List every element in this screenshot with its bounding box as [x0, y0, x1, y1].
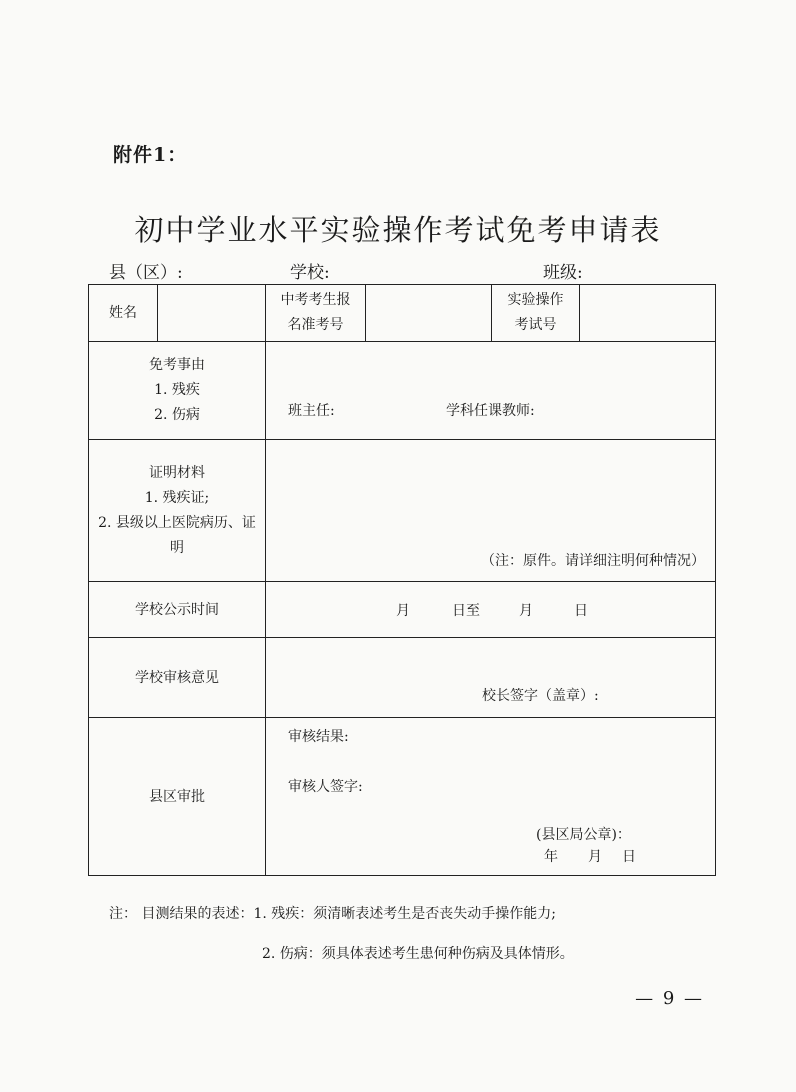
proof-materials-item-medical-record-cont: 明 — [170, 539, 184, 556]
homeroom-teacher-label: 班主任: — [288, 403, 335, 419]
row-school-review — [89, 638, 716, 718]
review-result-label: 审核结果: — [288, 729, 349, 745]
exam-number-label-line1: 中考考生报 — [280, 292, 351, 308]
page-number: — 9 — — [635, 988, 704, 1009]
row-county-approval — [89, 718, 716, 876]
exam-number-value-cell[interactable] — [366, 285, 492, 342]
school-review-content[interactable] — [266, 638, 716, 718]
exemption-reason-item-injury: 2. 伤病 — [154, 407, 200, 423]
class-field-label: 班级: — [543, 263, 583, 283]
row-student-info — [89, 285, 716, 342]
publicity-month-start: 月 — [396, 603, 410, 619]
attachment-label: 附件1： — [113, 144, 188, 166]
exemption-reason-item-disability: 1. 残疾 — [154, 382, 200, 398]
exemption-reason-title: 免考事由 — [149, 357, 205, 373]
principal-signature-label: 校长签字（盖章）: — [482, 688, 599, 704]
page-title: 初中学业水平实验操作考试免考申请表 — [134, 213, 662, 247]
publicity-month-end: 月 — [519, 603, 533, 619]
footnote-line-2: 2. 伤病：须具体表述考生患何种伤病及具体情形。 — [262, 946, 574, 962]
publicity-time-label: 学校公示时间 — [89, 582, 266, 638]
exam-number-label — [266, 285, 366, 342]
subject-teacher-label: 学科任课教师: — [446, 403, 535, 419]
approval-day-label: 日 — [622, 849, 636, 865]
proof-materials-label — [89, 440, 266, 582]
proof-materials-item-medical-record: 2. 县级以上医院病历、证 — [98, 514, 256, 531]
row-exemption-reason — [89, 342, 716, 440]
name-value-cell[interactable] — [158, 285, 266, 342]
application-form-table — [88, 284, 716, 876]
lab-exam-number-label-line1: 实验操作 — [507, 292, 564, 308]
lab-exam-number-label — [492, 285, 580, 342]
county-field-label: 县（区）: — [109, 263, 183, 283]
approval-year-label: 年 — [544, 849, 558, 865]
name-label: 姓名 — [89, 285, 158, 342]
school-field-label: 学校: — [290, 263, 330, 283]
publicity-day-start: 日至 — [452, 603, 480, 619]
school-review-label: 学校审核意见 — [89, 638, 266, 718]
row-publicity-time — [89, 582, 716, 638]
approval-month-label: 月 — [588, 849, 602, 865]
proof-materials-title: 证明材料 — [149, 464, 205, 481]
exam-number-label-line2: 名准考号 — [287, 317, 344, 333]
row-proof-materials — [89, 440, 716, 582]
county-approval-label: 县区审批 — [89, 718, 266, 876]
proof-materials-note: （注：原件。请详细注明何种情况） — [481, 553, 705, 569]
county-approval-content[interactable] — [266, 718, 716, 876]
publicity-day-end: 日 — [574, 603, 588, 619]
exemption-reason-content[interactable] — [266, 342, 716, 440]
publicity-time-content[interactable] — [266, 582, 716, 638]
lab-exam-number-value-cell[interactable] — [580, 285, 716, 342]
proof-materials-item-certificate: 1. 残疾证; — [144, 489, 210, 506]
reviewer-signature-label: 审核人签字: — [288, 779, 363, 795]
footnote-line-1: 注： 目测结果的表述：1. 残疾：须清晰表述考生是否丧失动手操作能力; — [109, 906, 556, 922]
proof-materials-content[interactable] — [266, 440, 716, 582]
county-bureau-seal-label: (县区局公章)： — [536, 827, 631, 843]
exemption-reason-label — [89, 342, 266, 440]
lab-exam-number-label-line2: 考试号 — [514, 317, 557, 333]
